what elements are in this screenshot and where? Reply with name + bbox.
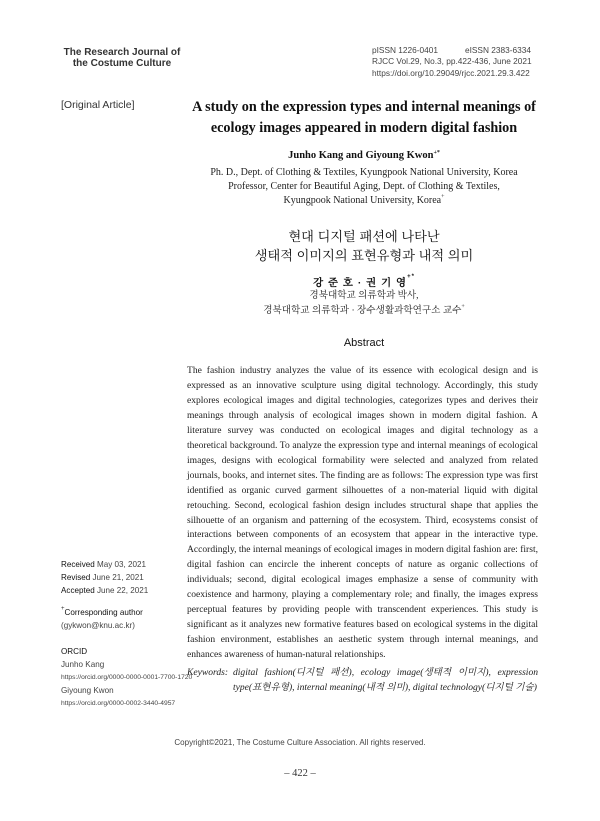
korean-affiliation-mark: +	[461, 303, 465, 310]
corresponding-author	[61, 606, 143, 632]
author-marks: +*	[433, 150, 440, 156]
abstract-heading: Abstract	[343, 337, 385, 349]
affiliation-line1: Ph. D., Dept. of Clothing & Textiles, Kyungpook National University, Korea	[210, 167, 518, 178]
korean-author-marks: +*	[407, 274, 415, 280]
korean-affiliations	[182, 289, 546, 318]
affiliation-line3: Kyungpook National University, Korea	[283, 195, 442, 207]
received-date: May 03, 2021	[97, 560, 147, 569]
issn-block	[372, 45, 572, 79]
revised-date: June 21, 2021	[92, 573, 144, 582]
journal-name-line2: the Costume Culture	[72, 58, 172, 69]
page-number: – 422 –	[284, 768, 316, 779]
journal-name-line1: The Research Journal of	[63, 47, 181, 58]
revised-label: Revised	[61, 573, 91, 582]
orcid-url2[interactable]: https://orcid.org/0000-0002-3440-4957	[61, 700, 176, 707]
eissn: eISSN 2383-6334	[464, 45, 531, 55]
keywords-text: digital fashion(디지털 패션), ecology image(생태적 이미지), expression type(표현유형), internal meaning(내적 의미), digital technology(디지털 기술)	[233, 667, 538, 693]
orcid-name2: Giyoung Kwon	[61, 686, 114, 695]
doi-link[interactable]: https://doi.org/10.29049/rjcc.2021.29.3.422	[372, 67, 530, 78]
article-dates	[61, 558, 148, 597]
title-line1: A study on the expression types and internal meanings of	[192, 99, 536, 115]
received-label: Received	[61, 560, 95, 569]
orcid-block	[61, 645, 192, 710]
affiliations	[182, 166, 546, 209]
korean-title	[182, 228, 546, 265]
corresponding-label: Corresponding author	[64, 608, 143, 617]
korean-affiliation-line1: 경북대학교 의류학과 박사,	[309, 290, 419, 301]
article-title	[182, 97, 546, 139]
journal-name	[58, 47, 186, 69]
pissn: pISSN 1226-0401	[372, 45, 438, 55]
copyright-notice: Copyright©2021, The Costume Culture Association. All rights reserved.	[174, 738, 426, 747]
abstract-body: The fashion industry analyzes the value of its essence with ecological design and is expressed as an innovative sculpture using digital technology. Accordingly, this study explores ecological images and digital technologies, categorizes types and derives their meanings through analysis of ecological images shown in modern digital fashion. A literature survey was conducted on ecological images and digital technology as a theoretical background. To analyze the expression type and internal meanings of ecological images, designs with ecological formability were selected and analyzed from related journals, books, and internet sites. The finding are as follows: The expression type was first identified as organic curved garment silhouettes of a non-material liquid with digital retouching. Second, ecological fashion design includes structural shape that applies the silhouette of an organism and patterning of the ecosystem. Third, ecosystems consist of interactions between components of an ecosystem that appear in the interactive type. Accordingly, the internal meanings of ecological images in modern digital fashion are: first, digital fashion can encircle the inherent concepts of nature as organic collections of individuals; second, digital ecological images emphasize a sense of community with coexistence and harmony, playing a complementary role; and finally, the images express perceptual features by providing people with transcendent experiences. This study is significant as it analyzes new formative features based on ecological systems in the digital fashion environment, establishes an aesthetic system through internal meanings, and enhances awareness of human-natural relationships.	[187, 365, 538, 661]
affiliation-line2: Professor, Center for Beautiful Aging, Dept. of Clothing & Textiles,	[228, 181, 500, 193]
article-type: [Original Article]	[61, 99, 135, 111]
korean-authors	[182, 274, 546, 289]
keywords-label: Keywords:	[187, 667, 229, 678]
accepted-date: June 22, 2021	[97, 586, 149, 595]
korean-title-line2: 생태적 이미지의 표현유형과 내적 의미	[254, 247, 474, 263]
issn-row	[372, 45, 572, 56]
corresponding-mark: +	[61, 606, 65, 612]
keywords	[187, 666, 538, 696]
author-names: Junho Kang and Giyoung Kwon	[288, 150, 434, 161]
authors	[182, 150, 546, 161]
affiliation-mark: +	[441, 194, 445, 201]
orcid-url1[interactable]: https://orcid.org/0000-0000-0001-7700-1720	[61, 674, 193, 681]
korean-title-line1: 현대 디지털 패션에 나타난	[288, 229, 440, 244]
korean-affiliation-line2: 경북대학교 의류학과 · 장수생활과학연구소 교수	[263, 304, 462, 316]
corresponding-email[interactable]: (gykwon@knu.ac.kr)	[61, 621, 135, 630]
orcid-heading: ORCID	[61, 647, 88, 656]
orcid-name1: Junho Kang	[61, 660, 105, 669]
korean-author-names: 강 준 호 · 권 기 영	[313, 278, 408, 289]
volume-info: RJCC Vol.29, No.3, pp.422-436, June 2021	[372, 56, 532, 67]
accepted-label: Accepted	[61, 586, 95, 595]
title-line2: ecology images appeared in modern digital fashion	[210, 120, 518, 136]
